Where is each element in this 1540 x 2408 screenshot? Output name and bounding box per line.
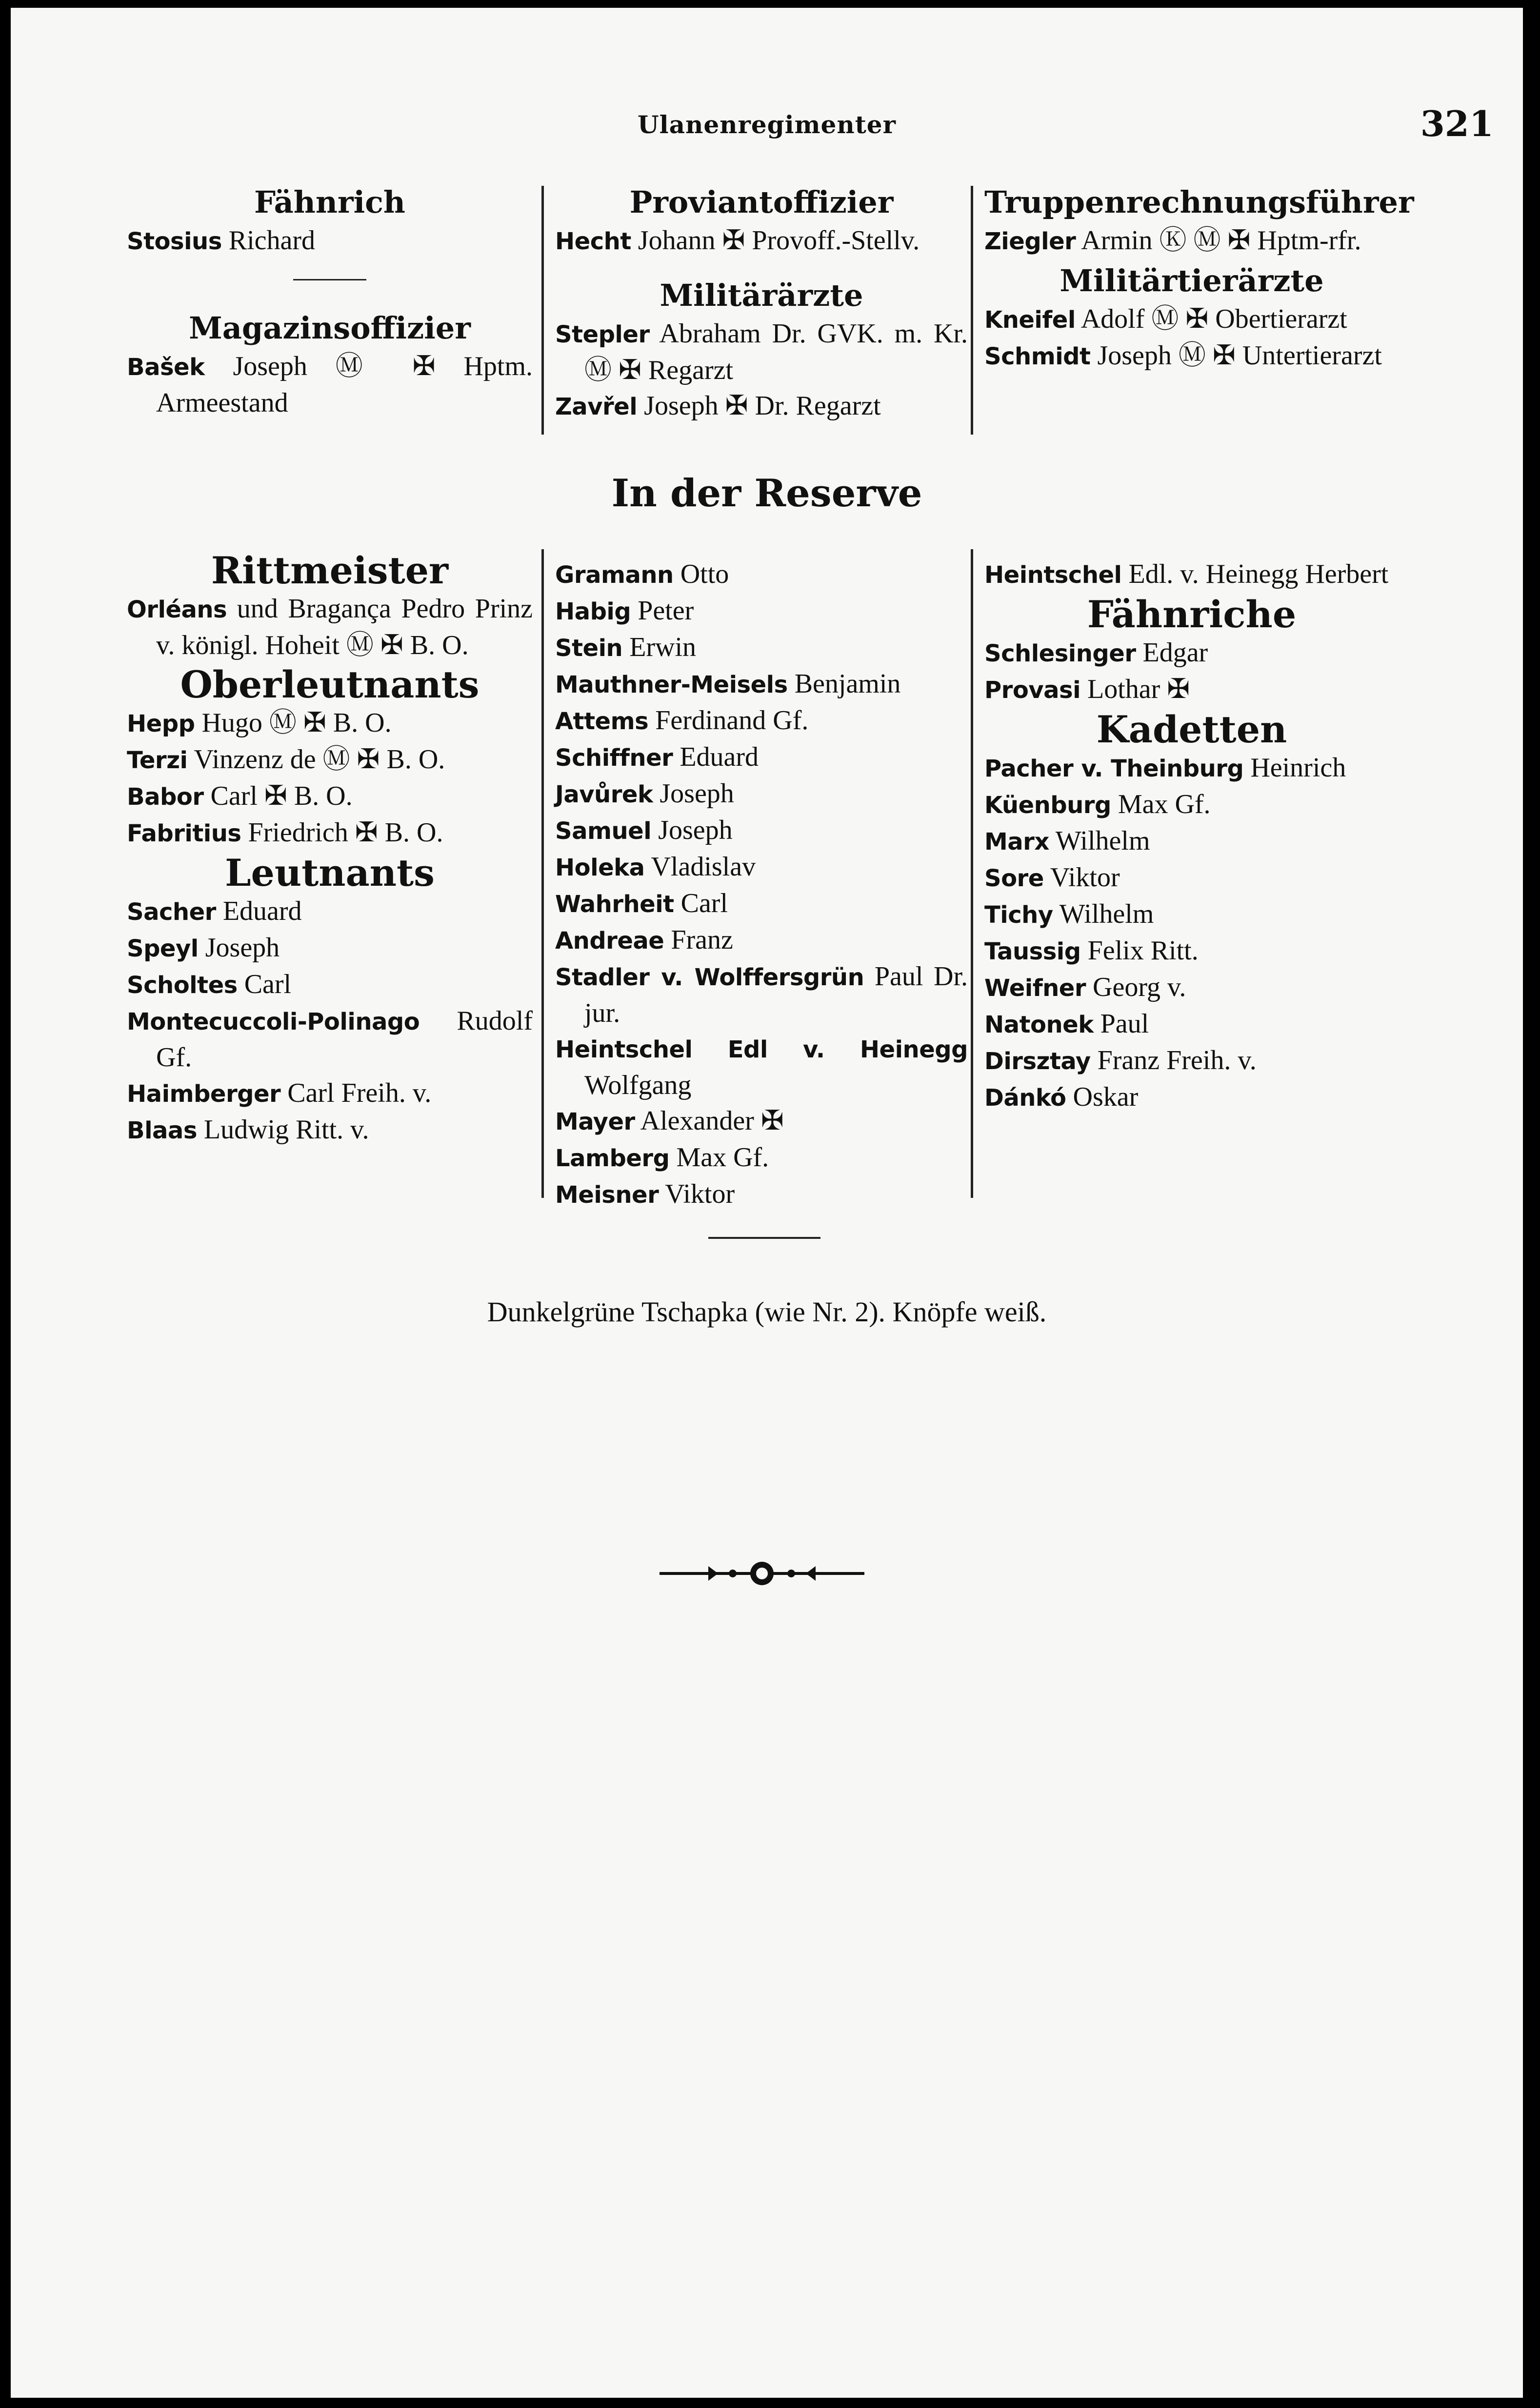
entry-details: Joseph ✠ Dr. Regarzt bbox=[644, 391, 881, 421]
entry-details: Alexander ✠ bbox=[640, 1106, 784, 1136]
entry-details: Wilhelm bbox=[1055, 826, 1150, 856]
entry-details: Max Gf. bbox=[1118, 789, 1211, 819]
section-rule bbox=[293, 279, 366, 280]
roster-entry bbox=[555, 557, 968, 593]
roster-entry bbox=[984, 338, 1399, 375]
entry-details: Abraham Dr. GVK. m. Kr. Ⓜ ✠ Regarzt bbox=[584, 318, 968, 385]
column-divider bbox=[971, 186, 973, 435]
entry-details: Georg v. bbox=[1093, 972, 1186, 1002]
section-heading: Proviantoffizier bbox=[629, 184, 894, 220]
section-heading: Rittmeister bbox=[211, 549, 449, 592]
roster-entry bbox=[127, 223, 533, 259]
surname: Mayer bbox=[555, 1108, 635, 1135]
reserve-column-1 bbox=[127, 549, 533, 1149]
surname: Andreae bbox=[555, 927, 664, 955]
roster-entry bbox=[984, 970, 1399, 1006]
surname: Scholtes bbox=[127, 972, 238, 999]
entry-details: Franz bbox=[671, 925, 733, 955]
roster-entry bbox=[555, 886, 968, 922]
entry-details: Peter bbox=[638, 596, 694, 626]
entry-details: Joseph Ⓜ ✠ Hptm. Armeestand bbox=[156, 351, 533, 418]
section-rule bbox=[708, 1237, 820, 1239]
reserve-column-2 bbox=[555, 557, 968, 1213]
surname: Meisner bbox=[555, 1181, 659, 1209]
entry-details: Richard bbox=[228, 225, 316, 256]
surname: Dirsztay bbox=[984, 1048, 1091, 1075]
entry-details: Franz Freih. v. bbox=[1097, 1045, 1257, 1075]
entry-details: Benjamin bbox=[794, 669, 901, 699]
section-heading: Kadetten bbox=[1096, 708, 1287, 751]
entry-details: Paul bbox=[1100, 1009, 1149, 1039]
roster-entry bbox=[127, 778, 533, 815]
roster-entry bbox=[984, 301, 1399, 338]
entry-details: Viktor bbox=[665, 1179, 735, 1209]
roster-entry bbox=[127, 967, 533, 1003]
top-column-1 bbox=[127, 181, 533, 421]
surname: Hepp bbox=[127, 710, 195, 737]
page bbox=[11, 8, 1523, 2398]
roster-entry bbox=[984, 896, 1399, 933]
roster-entry bbox=[984, 557, 1399, 593]
entry-details: Lothar ✠ bbox=[1087, 674, 1190, 704]
surname: Lamberg bbox=[555, 1145, 670, 1172]
surname: Montecuccoli-Polinago bbox=[127, 1008, 420, 1035]
surname: Fabritius bbox=[127, 820, 241, 847]
section-heading: Fähnriche bbox=[1087, 593, 1297, 636]
entry-details: Vinzenz de Ⓜ ✠ B. O. bbox=[194, 744, 445, 775]
roster-entry bbox=[555, 739, 968, 776]
surname: Orléans bbox=[127, 596, 227, 623]
surname: Weifner bbox=[984, 975, 1086, 1002]
section-heading: Truppenrechnungsführer bbox=[984, 184, 1414, 220]
surname: Speyl bbox=[127, 935, 199, 962]
entry-details: Carl bbox=[244, 969, 292, 999]
surname: Stadler v. Wolffersgrün bbox=[555, 964, 864, 991]
entry-details: Oskar bbox=[1073, 1082, 1139, 1112]
surname: Marx bbox=[984, 828, 1049, 856]
top-column-3 bbox=[984, 181, 1414, 375]
entry-details: Johann ✠ Provoff.-Stellv. bbox=[638, 225, 920, 256]
entry-details: Adolf Ⓜ ✠ Obertierarzt bbox=[1080, 304, 1347, 334]
surname: Natonek bbox=[984, 1011, 1094, 1038]
entry-details: Joseph bbox=[660, 778, 734, 809]
reserve-column-3 bbox=[984, 557, 1399, 1116]
entry-details: Joseph Ⓜ ✠ Untertierarzt bbox=[1097, 340, 1382, 371]
surname: Haimberger bbox=[127, 1080, 281, 1108]
surname: Wahrheit bbox=[555, 891, 674, 918]
surname: Schlesinger bbox=[984, 640, 1136, 667]
roster-entry bbox=[984, 672, 1399, 708]
entry-details: Carl bbox=[680, 888, 728, 918]
entry-details: Heinrich bbox=[1250, 753, 1346, 783]
surname: Heintschel bbox=[984, 561, 1122, 589]
roster-entry bbox=[127, 1003, 533, 1075]
surname: Babor bbox=[127, 783, 204, 811]
roster-entry bbox=[984, 823, 1399, 860]
entry-details: Eduard bbox=[680, 742, 759, 772]
entry-details: Felix Ritt. bbox=[1087, 935, 1199, 966]
column-divider bbox=[971, 549, 973, 1198]
roster-entry bbox=[127, 815, 533, 852]
entry-details: Friedrich ✠ B. O. bbox=[248, 817, 443, 848]
surname: Terzi bbox=[127, 747, 188, 774]
surname: Provasi bbox=[984, 677, 1081, 704]
roster-entry bbox=[984, 635, 1399, 672]
surname: Holeka bbox=[555, 854, 645, 881]
surname: Pacher v. Theinburg bbox=[984, 755, 1244, 782]
section-heading: Magazinsoffizier bbox=[189, 310, 471, 346]
surname: Dánkó bbox=[984, 1084, 1066, 1112]
roster-entry bbox=[555, 593, 968, 630]
surname: Kneifel bbox=[984, 306, 1076, 334]
entry-details: Max Gf. bbox=[676, 1142, 769, 1173]
roster-entry bbox=[555, 1176, 968, 1213]
surname: Heintschel Edl v. Heinegg bbox=[555, 1036, 968, 1063]
entry-details: Vladislav bbox=[651, 852, 756, 882]
surname: Hecht bbox=[555, 228, 631, 255]
roster-entry bbox=[127, 349, 533, 421]
surname: Stepler bbox=[555, 321, 650, 348]
roster-entry bbox=[555, 959, 968, 1031]
column-divider bbox=[541, 186, 544, 435]
page-number: 321 bbox=[1420, 103, 1494, 144]
section-heading: Oberleutnants bbox=[180, 663, 480, 706]
surname: Sacher bbox=[127, 898, 216, 926]
surname: Tichy bbox=[984, 901, 1053, 929]
roster-entry bbox=[555, 666, 968, 703]
entry-details: Wilhelm bbox=[1059, 899, 1154, 929]
roster-entry bbox=[127, 1112, 533, 1149]
surname: Gramann bbox=[555, 561, 674, 589]
reserve-title: In der Reserve bbox=[611, 471, 922, 516]
entry-details: Edl. v. Heinegg Herbert bbox=[1128, 559, 1389, 589]
entry-details: Carl ✠ B. O. bbox=[210, 781, 353, 811]
surname: Samuel bbox=[555, 817, 652, 845]
entry-details: Wolfgang bbox=[584, 1070, 692, 1100]
entry-details: Paul Dr. jur. bbox=[584, 961, 968, 1028]
roster-entry bbox=[984, 933, 1399, 970]
surname: Schmidt bbox=[984, 343, 1091, 370]
roster-entry bbox=[555, 223, 968, 259]
entry-details: Joseph bbox=[205, 933, 280, 963]
entry-details: Ludwig Ritt. v. bbox=[203, 1114, 369, 1145]
section-heading: Militärärzte bbox=[660, 278, 863, 313]
entry-details: Rudolf Gf. bbox=[156, 1006, 533, 1073]
surname: Küenburg bbox=[984, 792, 1111, 819]
ornament-icon bbox=[660, 1554, 864, 1595]
roster-entry bbox=[127, 1075, 533, 1112]
top-column-2 bbox=[555, 181, 968, 425]
entry-details: Edgar bbox=[1142, 637, 1208, 668]
surname: Mauthner-Meisels bbox=[555, 671, 788, 698]
entry-details: und Bragança Pedro Prinz v. königl. Hoheit Ⓜ ✠ B. O. bbox=[156, 594, 533, 660]
roster-entry bbox=[555, 776, 968, 813]
roster-entry bbox=[984, 750, 1399, 787]
entry-details: Armin Ⓚ Ⓜ ✠ Hptm-rfr. bbox=[1081, 225, 1361, 256]
surname: Zavřel bbox=[555, 393, 638, 420]
roster-entry bbox=[555, 388, 968, 425]
section-heading: Militärtierärzte bbox=[1060, 263, 1324, 299]
surname: Bašek bbox=[127, 354, 205, 381]
surname: Ziegler bbox=[984, 228, 1076, 255]
roster-entry bbox=[984, 1079, 1399, 1116]
entry-details: Carl Freih. v. bbox=[287, 1078, 432, 1108]
surname: Sore bbox=[984, 865, 1044, 892]
roster-entry bbox=[127, 742, 533, 778]
surname: Attems bbox=[555, 708, 649, 735]
roster-entry bbox=[127, 705, 533, 742]
roster-entry bbox=[555, 316, 968, 388]
roster-entry bbox=[984, 1043, 1399, 1079]
roster-entry bbox=[127, 894, 533, 930]
surname: Stosius bbox=[127, 228, 222, 255]
roster-entry bbox=[127, 591, 533, 663]
surname: Habig bbox=[555, 598, 631, 625]
surname: Schiffner bbox=[555, 744, 673, 772]
column-divider bbox=[541, 549, 544, 1198]
roster-entry bbox=[127, 930, 533, 967]
roster-entry bbox=[555, 1031, 968, 1103]
entry-details: Eduard bbox=[222, 896, 302, 926]
roster-entry bbox=[555, 1140, 968, 1176]
roster-entry bbox=[555, 813, 968, 849]
roster-entry bbox=[555, 630, 968, 666]
section-heading: Fähnrich bbox=[254, 184, 405, 220]
roster-entry bbox=[984, 1006, 1399, 1043]
surname: Taussig bbox=[984, 938, 1081, 965]
roster-entry bbox=[555, 922, 968, 959]
entry-details: Joseph bbox=[658, 815, 733, 845]
roster-entry bbox=[555, 1103, 968, 1140]
entry-details: Viktor bbox=[1050, 862, 1120, 893]
entry-details: Erwin bbox=[629, 632, 697, 662]
entry-details: Ferdinand Gf. bbox=[655, 705, 809, 736]
entry-details: Hugo Ⓜ ✠ B. O. bbox=[201, 708, 392, 738]
running-head: Ulanenregimenter bbox=[638, 110, 896, 139]
roster-entry bbox=[555, 703, 968, 739]
surname: Blaas bbox=[127, 1117, 197, 1144]
entry-details: Otto bbox=[680, 559, 729, 589]
roster-entry bbox=[555, 849, 968, 886]
surname: Stein bbox=[555, 635, 623, 662]
surname: Javůrek bbox=[555, 781, 653, 808]
uniform-note: Dunkelgrüne Tschapka (wie Nr. 2). Knöpfe weiß. bbox=[487, 1296, 1047, 1328]
section-heading: Leutnants bbox=[225, 851, 435, 895]
roster-entry bbox=[984, 223, 1399, 259]
roster-entry bbox=[984, 787, 1399, 823]
roster-entry bbox=[984, 860, 1399, 896]
